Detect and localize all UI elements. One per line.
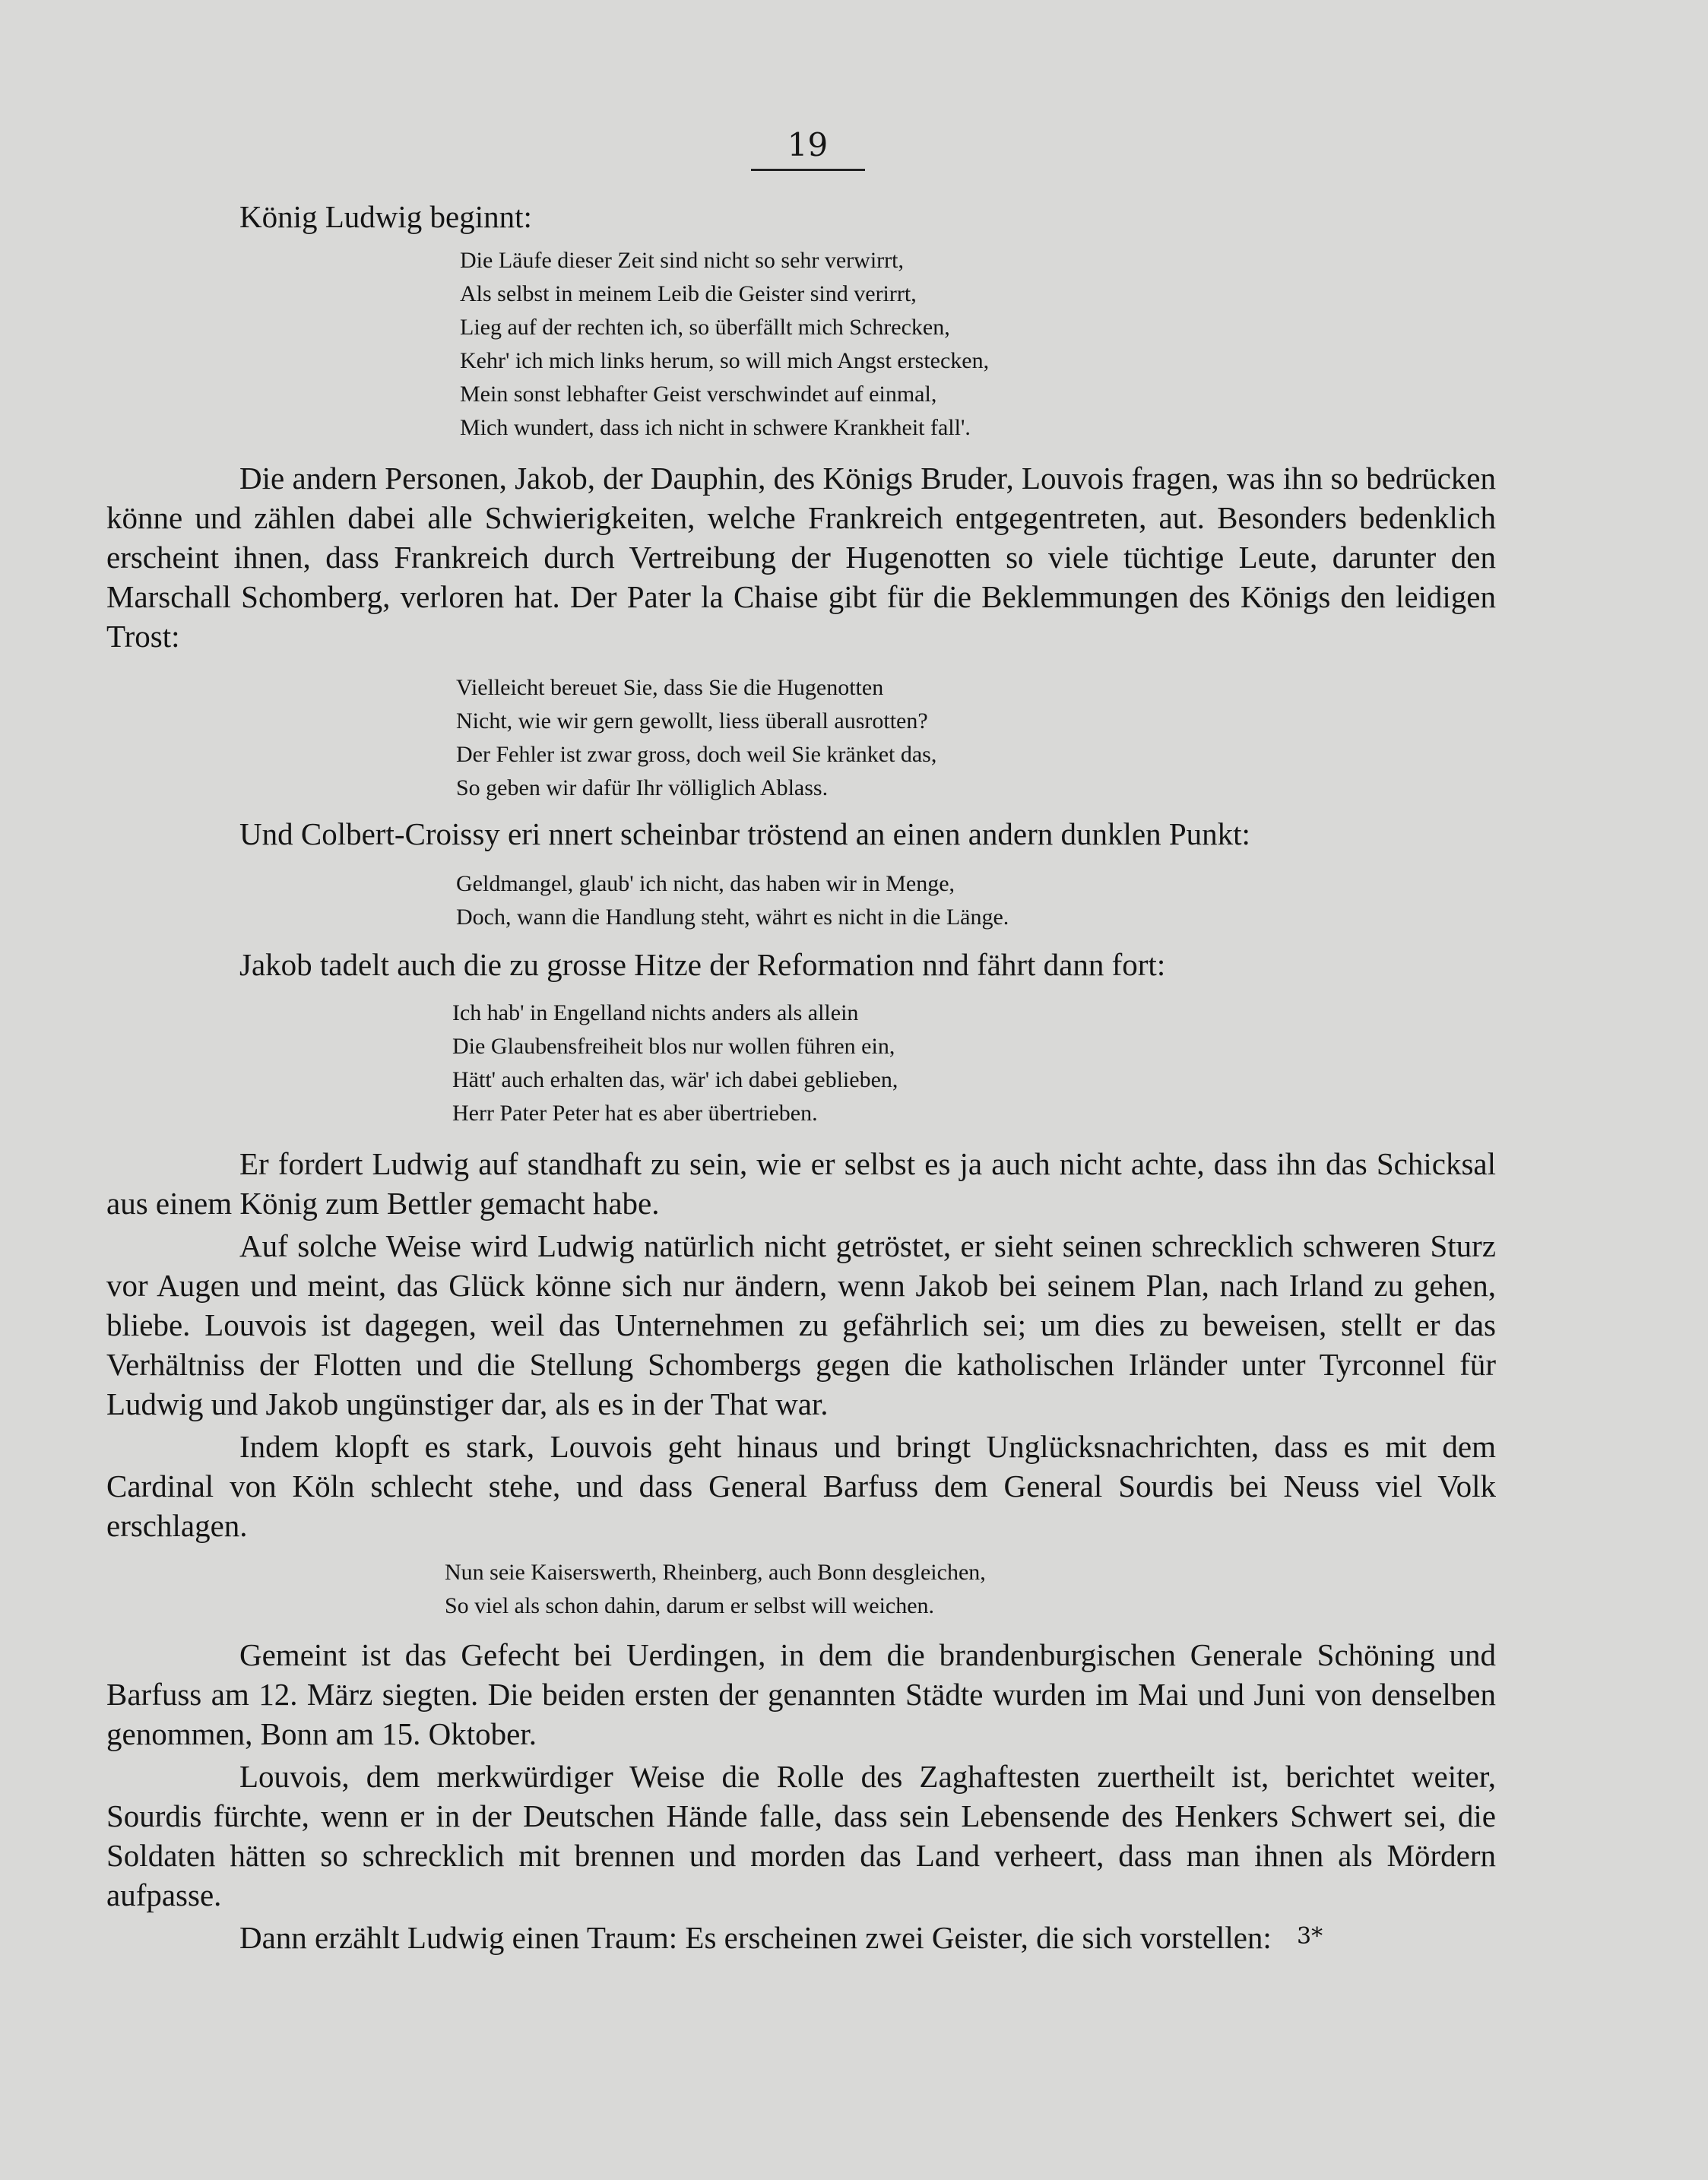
verse-line: Mein sonst lebhafter Geist verschwindet auf einmal, (460, 382, 937, 407)
paragraph: Die andern Personen, Jakob, der Dauphin, des Königs Bruder, Louvois fragen, was ihn so bedrücken könne und zählen dabei alle Schwierigkeiten, welche Frankreich entgegentreten, aut. Besonders bedenklich erscheint ihnen, dass Frankreich durch Vertreibung der Hugenotten so viele tüchtige Leute, darunter den Marschall Schomberg, verloren hat. Der Pater la Chaise gibt für die Beklemmungen des Königs den leidigen Trost: (106, 461, 1496, 654)
verse-line: Herr Pater Peter hat es aber übertrieben. (452, 1101, 818, 1126)
verse-line: Kehr' ich mich links herum, so will mich Angst erstecken, (460, 348, 990, 373)
verse-jakob (452, 997, 1496, 1130)
verse-line: Nun seie Kaiserswerth, Rheinberg, auch Bonn desgleichen, (445, 1560, 986, 1585)
paragraph: Gemeint ist das Gefecht bei Uerdingen, in dem die brandenburgischen Generale Schöning und Barfuss am 12. März siegten. Die beiden ersten der genannten Städte wurden im Mai und Juni von denselben genommen, Bonn am 15. Oktober. (106, 1637, 1496, 1751)
intro-heading: König Ludwig beginnt: (239, 199, 532, 234)
page-number-rule (751, 169, 865, 171)
verse-line: Geldmangel, glaub' ich nicht, das haben wir in Menge, (456, 871, 955, 896)
paragraph: Auf solche Weise wird Ludwig natürlich nicht getröstet, er sieht seinen schrecklich schweren Sturz vor Augen und meint, das Glück könne sich nur ändern, wenn Jakob bei seinem Plan, nach Irland zu gehen, bliebe. Louvois ist dagegen, weil das Unternehmen zu gefährlich sei; um dies zu beweisen, stellt er das Verhältniss der Flotten und die Stellung Schombergs gegen die katholischen Irländer unter Tyrconnel für Ludwig und Jakob ungünstiger dar, als es in der That war. (106, 1228, 1496, 1421)
verse-line: Die Läufe dieser Zeit sind nicht so sehr verwirrt, (460, 248, 904, 273)
verse-la-chaise (456, 671, 1496, 805)
verse-line: So viel als schon dahin, darum er selbst will weichen. (445, 1593, 935, 1618)
paragraph: Er fordert Ludwig auf standhaft zu sein, wie er selbst es ja auch nicht achte, dass ihn das Schicksal aus einem König zum Bettler gemacht habe. (106, 1146, 1496, 1221)
paragraph: Jakob tadelt auch die zu grosse Hitze der Reformation nnd fährt dann fort: (239, 947, 1166, 982)
verse-line: So geben wir dafür Ihr völliglich Ablass. (456, 775, 829, 800)
verse-colbert (456, 867, 1496, 934)
signature-mark: 3* (1297, 1923, 1323, 1950)
paragraph: Und Colbert-Croissy eri nnert scheinbar tröstend an einen andern dunklen Punkt: (239, 816, 1250, 851)
verse-line: Die Glaubensfreiheit blos nur wollen führen ein, (452, 1034, 895, 1059)
verse-line: Doch, wann die Handlung steht, währt es nicht in die Länge. (456, 905, 1009, 930)
verse-line: Nicht, wie wir gern gewollt, liess überall ausrotten? (456, 708, 928, 734)
verse-louvois (445, 1556, 1496, 1623)
paragraph: Dann erzählt Ludwig einen Traum: Es erscheinen zwei Geister, die sich vorstellen: (239, 1920, 1272, 1955)
page-number: 19 (787, 126, 829, 163)
verse-line: Der Fehler ist zwar gross, doch weil Sie kränket das, (456, 742, 937, 767)
paragraph: Indem klopft es stark, Louvois geht hinaus und bringt Unglücksnachrichten, dass es mit dem Cardinal von Köln schlecht stehe, und dass General Barfuss dem General Sourdis bei Neuss viel Volk erschlagen. (106, 1429, 1496, 1543)
verse-line: Vielleicht bereuet Sie, dass Sie die Hugenotten (456, 675, 884, 700)
verse-line: Ich hab' in Engelland nichts anders als allein (452, 1000, 859, 1025)
paragraph: Louvois, dem merkwürdiger Weise die Rolle des Zaghaftesten zuertheilt ist, berichtet weiter, Sourdis fürchte, wenn er in der Deutschen Hände falle, dass sein Lebensende des Henkers Schwert sei, die Soldaten hätten so schrecklich mit brennen und morden das Land verheert, dass man ihnen als Mördern aufpasse. (106, 1759, 1496, 1912)
body-text (106, 194, 1496, 1957)
verse-line: Als selbst in meinem Leib die Geister sind verirrt, (460, 281, 917, 306)
verse-line: Hätt' auch erhalten das, wär' ich dabei geblieben, (452, 1067, 898, 1092)
verse-line: Mich wundert, dass ich nicht in schwere Krankheit fall'. (460, 415, 971, 440)
verse-line: Lieg auf der rechten ich, so überfällt mich Schrecken, (460, 315, 950, 340)
verse-ludwig (460, 244, 1496, 445)
